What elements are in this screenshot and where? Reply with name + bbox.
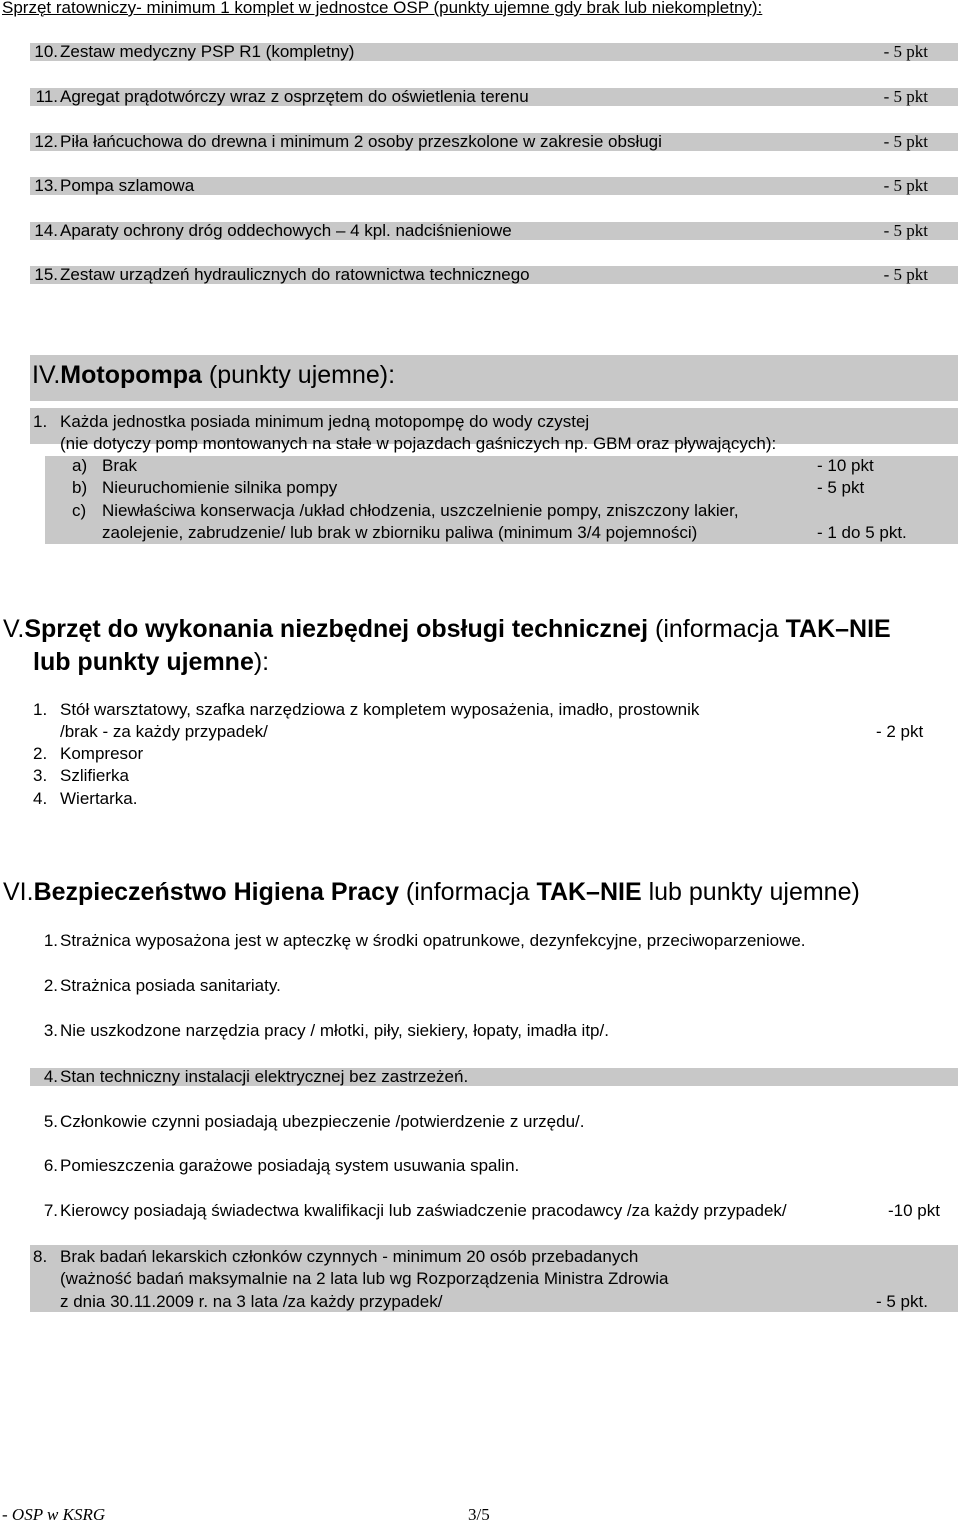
item-points: - 2 pkt (876, 722, 924, 741)
section-title-bold: lub punkty ujemne (33, 648, 254, 676)
bhp-row (30, 1202, 958, 1220)
item-number: 1. (33, 412, 48, 431)
row-number: 7. (43, 1201, 58, 1220)
row-number: 10. (34, 42, 58, 61)
bhp-row (30, 977, 958, 995)
subitem-letter: a) (72, 456, 88, 475)
equipment-row (30, 133, 958, 151)
row-label: Piła łańcuchowa do drewna i minimum 2 osoby przeszkolone w zakresie obsługi (60, 132, 662, 151)
equipment-row (30, 88, 958, 106)
row-label: Strażnica wyposażona jest w apteczkę w środki opatrunkowe, dezynfekcyjne, przeciwoparzeniowe. (60, 931, 806, 950)
row-number: 5. (43, 1112, 58, 1131)
section-v-title (3, 614, 891, 644)
row-points: - 5 pkt (883, 132, 928, 151)
row-number: 15. (34, 265, 58, 284)
row-number: 13. (34, 176, 58, 195)
section-title-taknie: TAK–NIE (785, 615, 891, 643)
equipment-row (30, 177, 958, 195)
section-title-mid: (informacja (398, 878, 537, 906)
section-title-bold: Bezpieczeństwo Higiena Pracy (33, 878, 399, 906)
row-number: 4. (43, 1067, 58, 1086)
row-label: Agregat prądotwórczy wraz z osprzętem do oświetlenia terenu (60, 87, 529, 106)
section-title-rest: ): (253, 648, 270, 676)
section-title-bold: Motopompa (60, 361, 202, 389)
section-title-bold: Sprzęt do wykonania niezbędnej obsługi technicznej (24, 615, 649, 643)
row-label: Stan techniczny instalacji elektrycznej bez zastrzeżeń. (60, 1067, 469, 1086)
row-number: 12. (34, 132, 58, 151)
bhp-row (30, 1068, 958, 1086)
equipment-row (30, 222, 958, 240)
row-label: Aparaty ochrony dróg oddechowych – 4 kpl. nadciśnieniowe (60, 221, 512, 240)
row-label: Pompa szlamowa (60, 176, 195, 195)
item-label: Kompresor (60, 744, 144, 763)
section-heading-equipment: Sprzęt ratowniczy- minimum 1 komplet w jednostce OSP (punkty ujemne gdy brak lub niekompletny): (2, 0, 763, 17)
item-label: Wiertarka. (60, 789, 138, 808)
row-number: 2. (43, 976, 58, 995)
subitem-points: - 5 pkt (817, 478, 865, 497)
subitem-letter: c) (72, 501, 87, 520)
item-label-cont: /brak - za każdy przypadek/ (60, 722, 268, 741)
row-label: Strażnica posiada sanitariaty. (60, 976, 281, 995)
equipment-row (30, 266, 958, 284)
row-number: 6. (43, 1156, 58, 1175)
footer-page-number: 3/5 (468, 1505, 490, 1524)
section-numeral: V. (3, 615, 25, 643)
motopompa-line-1: Każda jednostka posiada minimum jedną motopompę do wody czystej (60, 412, 590, 431)
row-points: - 5 pkt (883, 87, 928, 106)
item-label-cont: z dnia 30.11.2009 r. na 3 lata /za każdy przypadek/ (60, 1292, 443, 1311)
row-number: 14. (34, 221, 58, 240)
row-points: - 5 pkt (883, 176, 928, 195)
item-number: 2. (33, 744, 48, 763)
section-iv-title (32, 360, 395, 390)
bhp-row (30, 1113, 958, 1131)
item-label-cont: (ważność badań maksymalnie na 2 lata lub wg Rozporządzenia Ministra Zdrowia (60, 1269, 669, 1288)
row-points: -10 pkt (888, 1201, 940, 1220)
section-title-rest: (punkty ujemne): (201, 361, 396, 389)
footer-left: - OSP w KSRG (2, 1505, 106, 1524)
section-title-rest: lub punkty ujemne) (641, 878, 860, 906)
section-numeral: IV. (32, 361, 61, 389)
section-vi-title (3, 877, 860, 907)
subitem-points: - 1 do 5 pkt. (817, 523, 907, 542)
row-label: Pomieszczenia garażowe posiadają system usuwania spalin. (60, 1156, 520, 1175)
section-title-mid: (informacja (648, 615, 786, 643)
row-points: - 5 pkt (883, 265, 928, 284)
item-number: 8. (33, 1247, 48, 1266)
row-label: Zestaw medyczny PSP R1 (kompletny) (60, 42, 355, 61)
section-title-taknie: TAK–NIE (536, 878, 642, 906)
item-number: 3. (33, 766, 48, 785)
bhp-row (30, 1157, 958, 1175)
item-label: Brak badań lekarskich członków czynnych - minimum 20 osób przebadanych (60, 1247, 639, 1266)
row-label: Kierowcy posiadają świadectwa kwalifikacji lub zaświadczenie pracodawcy /za każdy przypadek/ (60, 1201, 787, 1220)
row-number: 11. (35, 87, 58, 106)
subitem-letter: b) (72, 478, 88, 497)
bhp-row (30, 932, 958, 950)
equipment-row (30, 43, 958, 61)
subitem-label: Brak (102, 456, 137, 475)
item-number: 1. (33, 700, 48, 719)
subitem-label: Niewłaściwa konserwacja /układ chłodzenia, uszczelnienie pompy, zniszczony lakier, (102, 501, 739, 520)
bhp-row (30, 1022, 958, 1040)
section-v-title-line-2 (33, 647, 269, 677)
row-label: Nie uszkodzone narzędzia pracy / młotki, piły, siekiery, łopaty, imadła itp/. (60, 1021, 609, 1040)
subitem-label: Nieuruchomienie silnika pompy (102, 478, 338, 497)
row-number: 3. (43, 1021, 58, 1040)
item-number: 4. (33, 789, 48, 808)
section-numeral: VI. (3, 878, 34, 906)
item-label: Stół warsztatowy, szafka narzędziowa z kompletem wyposażenia, imadło, prostownik (60, 700, 700, 719)
row-points: - 5 pkt (883, 221, 928, 240)
row-number: 1. (43, 931, 58, 950)
item-label: Szlifierka (60, 766, 129, 785)
subitem-label-cont: zaolejenie, zabrudzenie/ lub brak w zbiorniku paliwa (minimum 3/4 pojemności) (102, 523, 698, 542)
row-label: Członkowie czynni posiadają ubezpieczenie /potwierdzenie z urzędu/. (60, 1112, 585, 1131)
row-label: Zestaw urządzeń hydraulicznych do ratownictwa technicznego (60, 265, 530, 284)
row-points: - 5 pkt (883, 42, 928, 61)
motopompa-line-2: (nie dotyczy pomp montowanych na stałe w pojazdach gaśniczych np. GBM oraz pływających): (60, 434, 777, 453)
item-points: - 5 pkt. (876, 1292, 928, 1311)
subitem-points: - 10 pkt (817, 456, 874, 475)
